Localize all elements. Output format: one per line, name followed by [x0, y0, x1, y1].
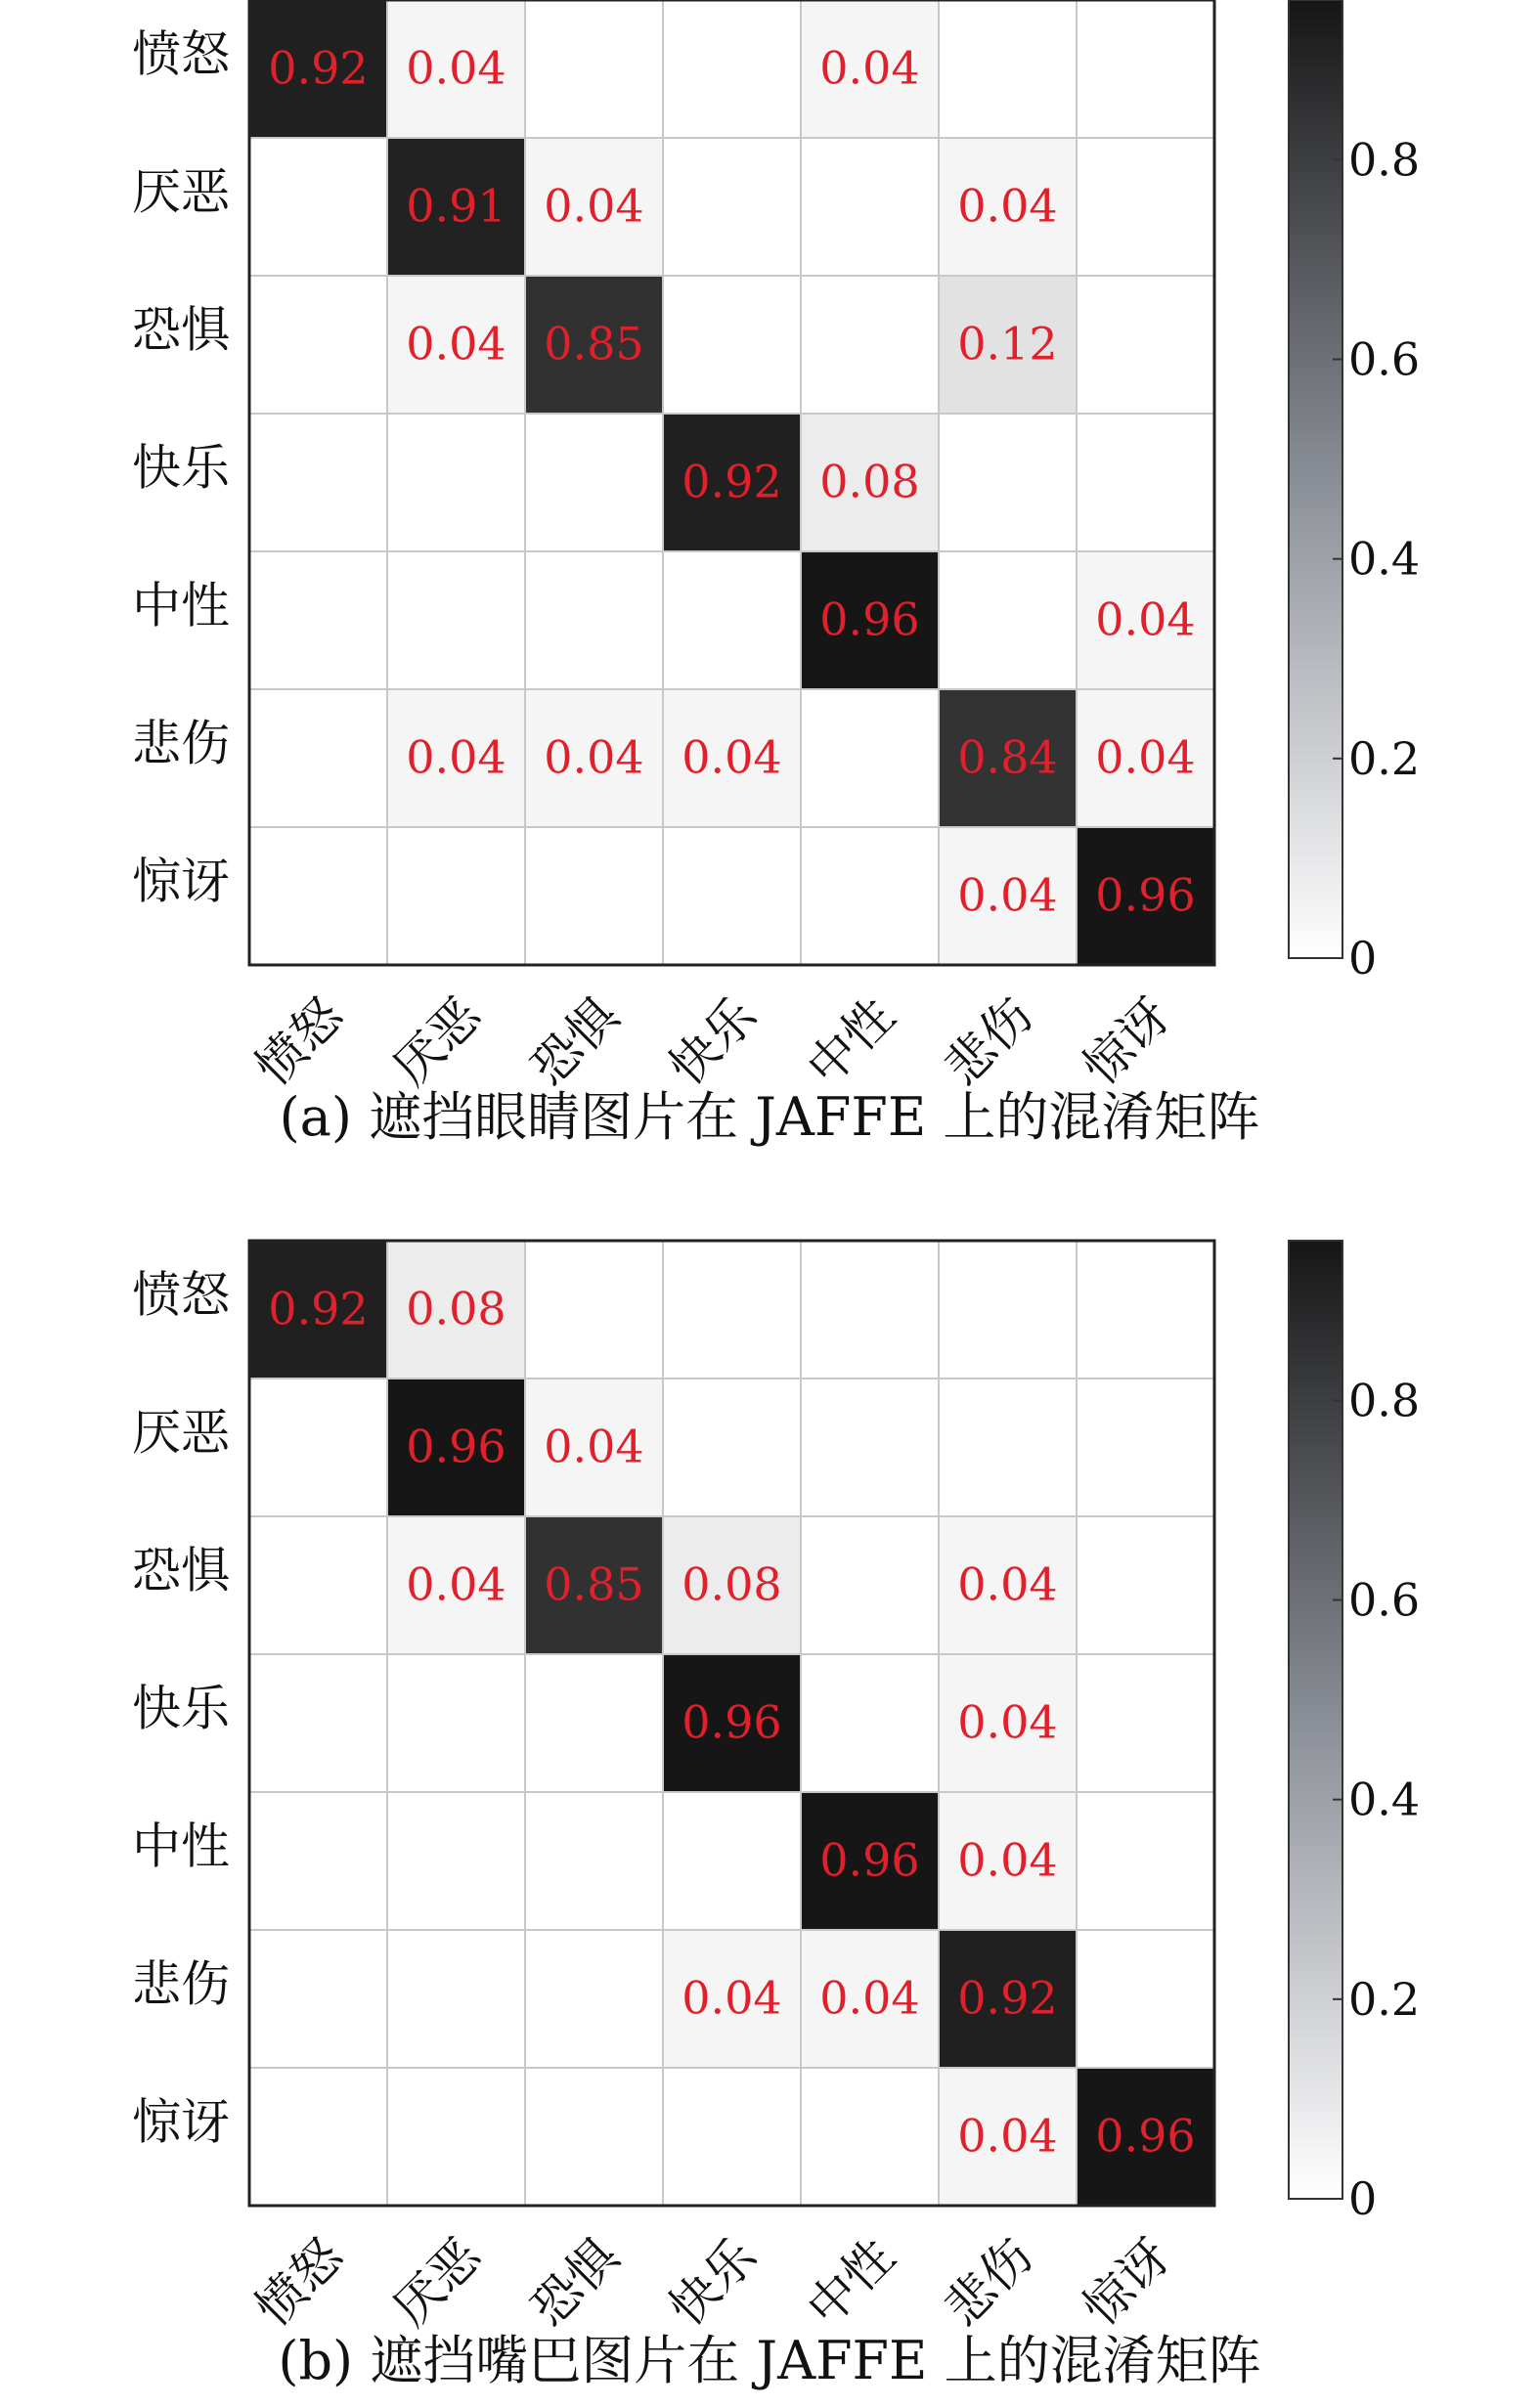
panel-a-value-label: 0.91	[406, 179, 506, 233]
panel-a-colorbar-tick-label: 0.4	[1348, 532, 1421, 586]
panel-a-row-tick-label: 愤怒	[132, 25, 230, 83]
panel-b-value-label: 0.04	[682, 1971, 782, 2025]
panel-b-row-tick-label: 厌恶	[132, 1404, 230, 1462]
panel-b-caption: (b) 遮挡嘴巴图片在 JAFFE 上的混淆矩阵	[278, 2330, 1261, 2391]
panel-a-row-tick-label: 快乐	[132, 439, 230, 497]
panel-a-cell	[663, 276, 801, 414]
panel-b-row-tick-label: 中性	[132, 1817, 230, 1875]
panel-a-cell	[525, 0, 663, 138]
panel-a-col-tick-label: 惊讶	[1072, 986, 1181, 1097]
panel-a-cell	[249, 827, 387, 965]
panel-b-cell	[1077, 1379, 1214, 1516]
panel-b-heatmap	[132, 1241, 1420, 2391]
panel-a-cell	[663, 0, 801, 138]
panel-b-value-label: 0.04	[819, 1971, 920, 2025]
panel-b-colorbar-tick-label: 0.6	[1348, 1573, 1421, 1627]
panel-a-value-label: 0.08	[819, 455, 920, 508]
panel-b-cell	[663, 1792, 801, 1930]
panel-a-cell	[663, 827, 801, 965]
panel-b-cell	[939, 1379, 1077, 1516]
panel-a-cell	[801, 276, 939, 414]
panel-a-value-label: 0.96	[1095, 868, 1196, 922]
panel-a-value-label: 0.04	[819, 41, 920, 95]
panel-a-cell	[663, 138, 801, 276]
panel-a-cell	[387, 827, 525, 965]
panel-a-cell	[387, 414, 525, 551]
panel-a-value-label: 0.04	[406, 730, 506, 784]
panel-b-colorbar-tick-label: 0.8	[1348, 1374, 1421, 1427]
panel-a-cell	[525, 551, 663, 689]
panel-a-cell	[249, 689, 387, 827]
panel-b-value-label: 0.08	[406, 1282, 506, 1335]
panel-b-row-tick-label: 愤怒	[132, 1266, 230, 1324]
panel-a-row-tick-label: 惊讶	[132, 853, 230, 910]
panel-b-value-label: 0.08	[682, 1557, 782, 1611]
panel-a-value-label: 0.04	[682, 730, 782, 784]
panel-a-col-tick-label: 快乐	[658, 986, 768, 1097]
panel-a-cell	[939, 551, 1077, 689]
panel-b-value-label: 0.92	[957, 1971, 1058, 2025]
panel-a-value-label: 0.04	[1095, 730, 1196, 784]
panel-b-cell	[525, 1930, 663, 2068]
panel-a-cell	[801, 689, 939, 827]
panel-b-value-label: 0.04	[957, 1833, 1058, 1887]
panel-b-cell	[525, 1241, 663, 1379]
panel-b-colorbar-tick-label: 0.2	[1348, 1972, 1421, 2026]
panel-a-col-tick-label: 厌恶	[382, 986, 492, 1097]
panel-b-colorbar	[1289, 1241, 1342, 2199]
panel-b-value-label: 0.96	[819, 1833, 920, 1887]
panel-b-cell	[1077, 1516, 1214, 1654]
panel-b-value-label: 0.04	[957, 1557, 1058, 1611]
panel-b-row-tick-label: 快乐	[132, 1680, 230, 1737]
panel-a-value-label: 0.84	[957, 730, 1058, 784]
panel-a-row-tick-label: 中性	[132, 577, 230, 635]
panel-a-value-label: 0.96	[819, 592, 920, 646]
panel-a-col-tick-label: 悲伤	[934, 986, 1043, 1097]
panel-a-cell	[1077, 0, 1214, 138]
panel-a-cell	[249, 138, 387, 276]
panel-b-value-label: 0.85	[544, 1557, 644, 1611]
panel-a-value-label: 0.04	[406, 317, 506, 371]
panel-b-value-label: 0.96	[1095, 2109, 1196, 2163]
panel-a-cell	[801, 138, 939, 276]
panel-a-col-tick-label: 中性	[796, 986, 905, 1097]
panel-a-cell	[525, 414, 663, 551]
panel-a-value-label: 0.04	[544, 730, 644, 784]
panel-b-cell	[249, 1379, 387, 1516]
panel-a-caption: (a) 遮挡眼睛图片在 JAFFE 上的混淆矩阵	[279, 1086, 1260, 1148]
panel-b-cell	[525, 1792, 663, 1930]
panel-a-value-label: 0.04	[957, 868, 1058, 922]
panel-b-col-tick-label: 悲伤	[934, 2227, 1043, 2338]
panel-b-colorbar-tick-label: 0.4	[1348, 1773, 1421, 1826]
panel-b-cell	[1077, 1792, 1214, 1930]
panel-a-cell	[939, 414, 1077, 551]
panel-b-value-label: 0.04	[406, 1557, 506, 1611]
panel-b-colorbar-tick-label: 0	[1348, 2172, 1378, 2225]
panel-a-value-label: 0.85	[544, 317, 644, 371]
panel-a-cell	[1077, 414, 1214, 551]
panel-a-colorbar-tick-label: 0.6	[1348, 332, 1421, 386]
panel-a-value-label: 0.92	[682, 455, 782, 508]
panel-a-row-tick-label: 恐惧	[132, 301, 230, 359]
panel-b-cell	[525, 2068, 663, 2206]
panel-b-cell	[663, 2068, 801, 2206]
panel-b-value-label: 0.96	[682, 1695, 782, 1749]
panel-b-cell	[525, 1654, 663, 1792]
panel-b-value-label: 0.04	[957, 2109, 1058, 2163]
panel-a-colorbar	[1289, 0, 1342, 958]
panel-a-cell	[1077, 276, 1214, 414]
panel-a-cell	[249, 551, 387, 689]
panel-a-col-tick-label: 恐惧	[520, 986, 630, 1097]
panel-a-value-label: 0.04	[1095, 592, 1196, 646]
panel-b-col-tick-label: 愤怒	[244, 2227, 354, 2338]
panel-b-value-label: 0.96	[406, 1420, 506, 1473]
panel-b-cell	[663, 1241, 801, 1379]
panel-a-value-label: 0.92	[268, 41, 369, 95]
panel-b-cell	[801, 1654, 939, 1792]
panel-b-col-tick-label: 快乐	[658, 2227, 768, 2338]
panel-a-cell	[387, 551, 525, 689]
panel-b-cell	[249, 2068, 387, 2206]
panel-b-col-tick-label: 厌恶	[382, 2227, 492, 2338]
panel-a-heatmap	[132, 0, 1420, 1148]
panel-a-cell	[1077, 138, 1214, 276]
panel-a-cell	[249, 414, 387, 551]
panel-a-value-label: 0.12	[957, 317, 1058, 371]
panel-a-value-label: 0.04	[544, 179, 644, 233]
panel-b-cell	[1077, 1241, 1214, 1379]
panel-b-cell	[387, 1930, 525, 2068]
panel-a-row-tick-label: 悲伤	[132, 715, 230, 772]
panel-b-cell	[387, 1654, 525, 1792]
panel-b-cell	[801, 1516, 939, 1654]
panel-a-col-tick-label: 愤怒	[244, 986, 354, 1097]
panel-b-col-tick-label: 惊讶	[1072, 2227, 1181, 2338]
panel-b-row-tick-label: 恐惧	[132, 1542, 230, 1599]
panel-b-cell	[249, 1930, 387, 2068]
panel-a-value-label: 0.04	[406, 41, 506, 95]
panel-b-cell	[1077, 1930, 1214, 2068]
panel-a-cell	[525, 827, 663, 965]
panel-b-cell	[249, 1792, 387, 1930]
panel-b-cell	[663, 1379, 801, 1516]
panel-a-value-label: 0.04	[957, 179, 1058, 233]
panel-b-cell	[939, 1241, 1077, 1379]
panel-b-cell	[1077, 1654, 1214, 1792]
panel-b-row-tick-label: 惊讶	[132, 2093, 230, 2151]
panel-b-cell	[801, 2068, 939, 2206]
panel-b-cell	[387, 2068, 525, 2206]
panel-a-colorbar-tick-label: 0.2	[1348, 731, 1421, 785]
panel-b-value-label: 0.04	[957, 1695, 1058, 1749]
panel-b-cell	[801, 1241, 939, 1379]
panel-a-cell	[801, 827, 939, 965]
panel-b-cell	[801, 1379, 939, 1516]
panel-a-cell	[249, 276, 387, 414]
panel-a-colorbar-tick-label: 0.8	[1348, 133, 1421, 187]
panel-a-colorbar-tick-label: 0	[1348, 932, 1378, 985]
panel-b-cell	[387, 1792, 525, 1930]
panel-b-value-label: 0.04	[544, 1420, 644, 1473]
panel-b-col-tick-label: 中性	[796, 2227, 905, 2338]
panel-b-value-label: 0.92	[268, 1282, 369, 1335]
panel-b-cell	[249, 1654, 387, 1792]
panel-b-col-tick-label: 恐惧	[520, 2227, 630, 2338]
panel-a-cell	[663, 551, 801, 689]
panel-a-cell	[939, 0, 1077, 138]
panel-b-cell	[249, 1516, 387, 1654]
panel-b-row-tick-label: 悲伤	[132, 1955, 230, 2013]
panel-a-row-tick-label: 厌恶	[132, 163, 230, 221]
